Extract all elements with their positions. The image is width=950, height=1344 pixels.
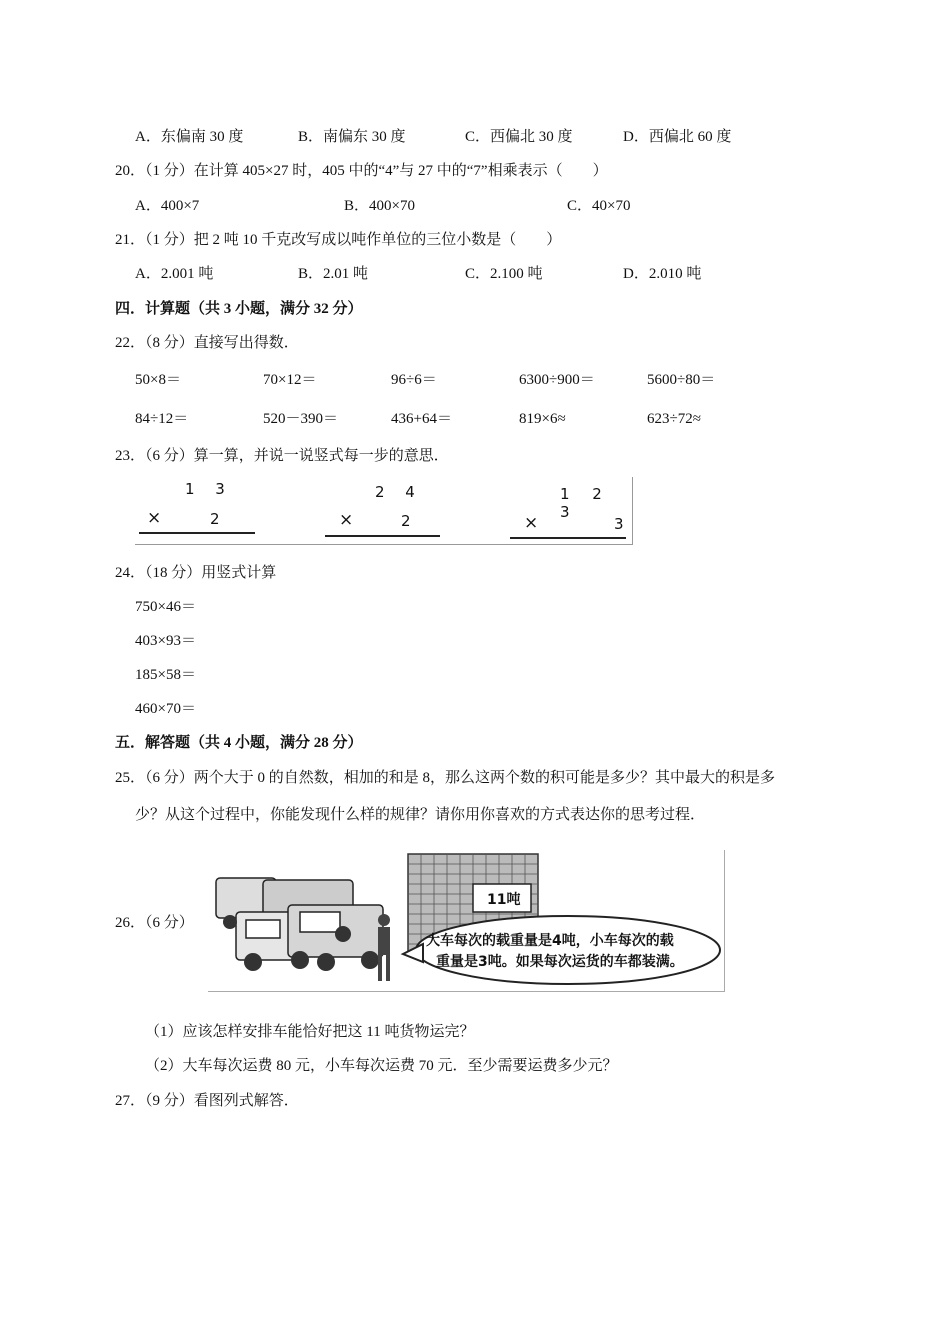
q22-text: 22．（8 分）直接写出得数．	[115, 335, 299, 351]
multiplicand: 1 2 3	[560, 485, 611, 521]
q22-item: 5600÷80＝	[647, 372, 716, 388]
q19-options	[135, 127, 855, 147]
q20-option-b[interactable]: B．400×70	[344, 198, 415, 214]
q22-item: 84÷12＝	[135, 411, 189, 427]
q24-item: 750×46＝	[135, 599, 196, 615]
q22-item: 50×8＝	[135, 372, 181, 388]
times-sign: ×	[147, 508, 162, 528]
speech-bubble-line-2: 重量是3吨。如果每次运货的车都装满。	[436, 954, 684, 970]
q24-item: 403×93＝	[135, 633, 196, 649]
q21-options	[135, 264, 855, 284]
multiplicand: 2 4	[375, 483, 423, 501]
cargo-weight-sign: 11吨	[487, 892, 521, 908]
q22-item: 6300÷900＝	[519, 372, 595, 388]
vertical-multiplication-figure	[135, 477, 633, 545]
underline	[325, 535, 440, 537]
q26-label: 26．（6 分）	[115, 915, 194, 931]
q22-item: 819×6≈	[519, 411, 566, 427]
q26-subquestion-2: （2）大车每次运费 80 元，小车每次运费 70 元．至少需要运费多少元？	[145, 1058, 618, 1074]
q27-text: 27．（9 分）看图列式解答．	[115, 1093, 299, 1109]
q25-line-2: 少？从这个过程中，你能发现什么样的规律？请你用你喜欢的方式表达你的思考过程．	[135, 807, 706, 823]
q20-option-a[interactable]: A．400×7	[135, 198, 200, 214]
q24-item: 460×70＝	[135, 701, 196, 717]
times-sign: ×	[524, 513, 539, 533]
q21-text: 21．（1 分）把 2 吨 10 千克改写成以吨作单位的三位小数是（ ）	[115, 232, 562, 248]
q21-option-a[interactable]: A．2.001 吨	[135, 266, 214, 282]
q23-text: 23．（6 分）算一算，并说一说竖式每一步的意思．	[115, 448, 449, 464]
q20-text: 20．（1 分）在计算 405×27 时，405 中的“4”与 27 中的“7”相乘表示（ ）	[115, 163, 608, 179]
q19-option-b[interactable]: B．南偏东 30 度	[298, 129, 406, 145]
section-4-title: 四．计算题（共 3 小题，满分 32 分）	[115, 301, 363, 317]
times-sign: ×	[339, 510, 354, 530]
q19-option-a[interactable]: A．东偏南 30 度	[135, 129, 244, 145]
q24-item: 185×58＝	[135, 667, 196, 683]
multiplier: 2	[401, 512, 411, 530]
q21-option-b[interactable]: B．2.01 吨	[298, 266, 369, 282]
multiplier: 2	[210, 510, 220, 528]
q22-item: 623÷72≈	[647, 411, 701, 427]
multiplicand: 1 3	[185, 480, 233, 498]
q22-item: 70×12＝	[263, 372, 317, 388]
speech-bubble-line-1: 大车每次的载重量是4吨，小车每次的载	[426, 933, 674, 949]
q24-text: 24．（18 分）用竖式计算	[115, 565, 277, 581]
q22-item: 436+64＝	[391, 411, 452, 427]
q19-option-d[interactable]: D．西偏北 60 度	[623, 129, 732, 145]
underline	[139, 532, 255, 534]
q26-subquestion-1: （1）应该怎样安排车能恰好把这 11 吨货物运完？	[145, 1024, 475, 1040]
q25-line-1: 25．（6 分）两个大于 0 的自然数，相加的和是 8，那么这两个数的积可能是多少？其中最大的积是多	[115, 770, 776, 786]
q21-option-d[interactable]: D．2.010 吨	[623, 266, 702, 282]
q22-item: 520－390＝	[263, 411, 339, 427]
section-5-title: 五．解答题（共 4 小题，满分 28 分）	[115, 735, 363, 751]
q20-option-c[interactable]: C．40×70	[567, 198, 631, 214]
q21-option-c[interactable]: C．2.100 吨	[465, 266, 543, 282]
q19-option-c[interactable]: C．西偏北 30 度	[465, 129, 573, 145]
trucks-illustration	[208, 850, 725, 992]
q22-item: 96÷6＝	[391, 372, 437, 388]
q20-options	[135, 196, 855, 216]
multiplier: 3	[614, 515, 624, 533]
underline	[510, 537, 626, 539]
